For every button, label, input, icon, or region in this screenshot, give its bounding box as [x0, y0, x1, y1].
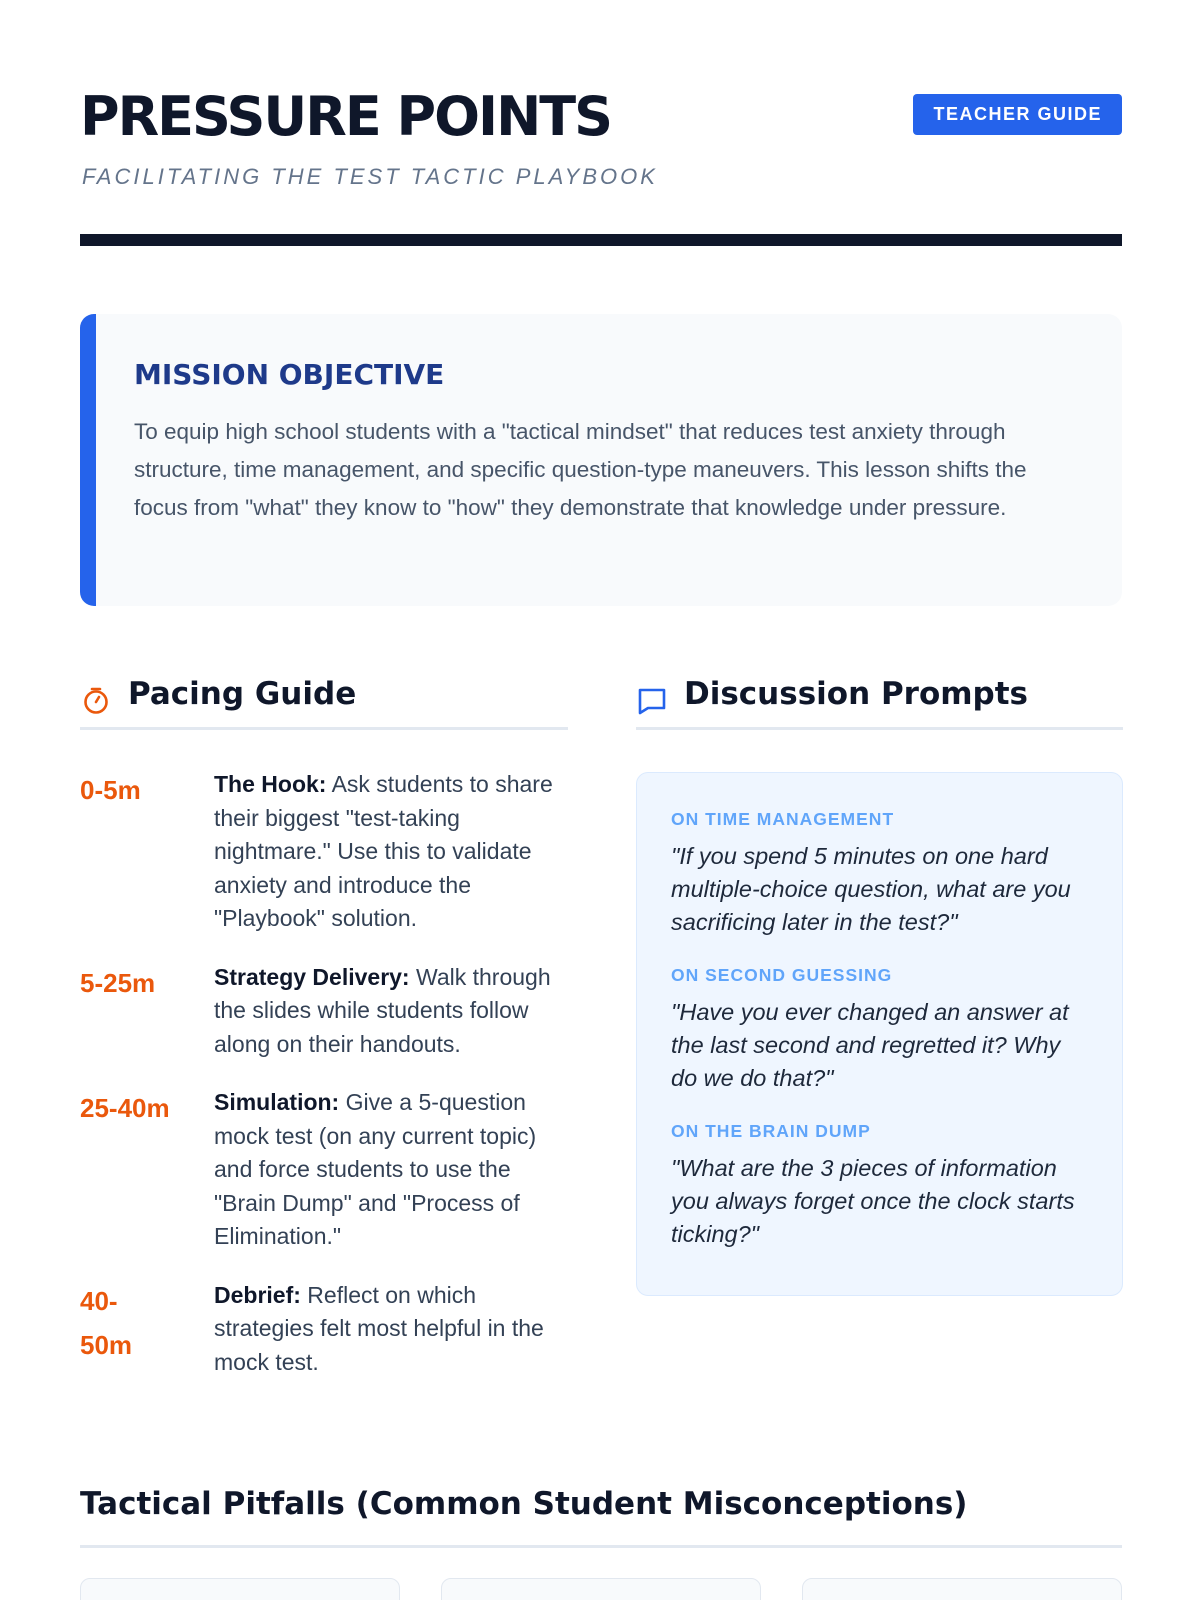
pacing-step-label: The Hook:: [214, 771, 327, 797]
pitfall-card: [80, 1578, 400, 1600]
pacing-step-text: Walk through the slides while students follow along on their handouts.: [214, 963, 551, 1057]
pacing-step-label: Strategy Delivery:: [214, 963, 410, 990]
prompt-item: [671, 1121, 1088, 1251]
pacing-item: [80, 961, 568, 1062]
pacing-step-label: Simulation:: [214, 1089, 340, 1115]
prompt-text: "What are the 3 pieces of information you always forget once the clock starts ticking?": [671, 1155, 1075, 1247]
prompt-label: ON THE BRAIN DUMP: [671, 1121, 871, 1141]
pacing-time: 40-50m: [80, 1285, 133, 1360]
pacing-description: [214, 961, 568, 1062]
pacing-step-text: Ask students to share their biggest "test-taking nightmare." Use this to validate anxiety and introduce the "Playbook" solution.: [214, 771, 553, 931]
pacing-time: 0-5m: [80, 775, 141, 805]
tactical-pitfalls-title: Tactical Pitfalls (Common Student Misconceptions): [80, 1486, 968, 1522]
pacing-description: [214, 768, 568, 936]
prompt-text: "If you spend 5 minutes on one hard multiple-choice question, what are you sacrificing later in the test?": [671, 843, 1071, 935]
discussion-prompts-card: [636, 772, 1123, 1296]
mission-title: MISSION OBJECTIVE: [134, 358, 445, 391]
pitfall-card: [441, 1578, 761, 1600]
pacing-step-label: Debrief:: [214, 1281, 301, 1308]
pacing-description: [214, 1279, 568, 1380]
pacing-guide-title: Pacing Guide: [128, 676, 357, 712]
pacing-guide-header: [80, 676, 568, 730]
prompt-item: [671, 965, 1088, 1095]
prompt-text: "Have you ever changed an answer at the last second and regretted it? Why do we do that?": [671, 999, 1069, 1091]
tactical-pitfalls-header: [80, 1486, 1122, 1548]
prompt-item: [671, 809, 1088, 939]
teacher-guide-badge: TEACHER GUIDE: [913, 94, 1122, 135]
pacing-item: [80, 1279, 568, 1380]
pacing-item: [80, 1086, 568, 1254]
pacing-list: [80, 768, 568, 1404]
chat-bubble-icon: [636, 684, 668, 716]
pacing-description: [214, 1086, 568, 1254]
prompt-label: ON TIME MANAGEMENT: [671, 809, 895, 829]
pacing-time: 5-25m: [80, 967, 156, 998]
header-divider: [80, 234, 1122, 246]
page-subtitle: FACILITATING THE TEST TACTIC PLAYBOOK: [82, 164, 658, 189]
pacing-step-text: Reflect on which strategies felt most helpful in the mock test.: [214, 1281, 544, 1375]
pitfall-card: [802, 1578, 1122, 1600]
stopwatch-icon: [80, 684, 112, 716]
mission-text: To equip high school students with a "tactical mindset" that reduces test anxiety through structure, time management, and specific question-type maneuvers. This lesson shifts the focus from "what" they know to "how" they demonstrate that knowledge under pressure.: [134, 419, 1027, 520]
discussion-prompts-header: [636, 676, 1123, 730]
page-header: [80, 78, 1122, 248]
pacing-step-text: Give a 5-question mock test (on any current topic) and force students to use the "Brain Dump" and "Process of Elimination.": [214, 1089, 537, 1249]
discussion-prompts-title: Discussion Prompts: [684, 676, 1029, 712]
pacing-item: [80, 768, 568, 936]
mission-objective-card: [80, 314, 1122, 606]
pacing-time: 25-40m: [80, 1093, 170, 1123]
page-title: PRESSURE POINTS: [80, 85, 612, 148]
prompt-label: ON SECOND GUESSING: [671, 965, 893, 985]
